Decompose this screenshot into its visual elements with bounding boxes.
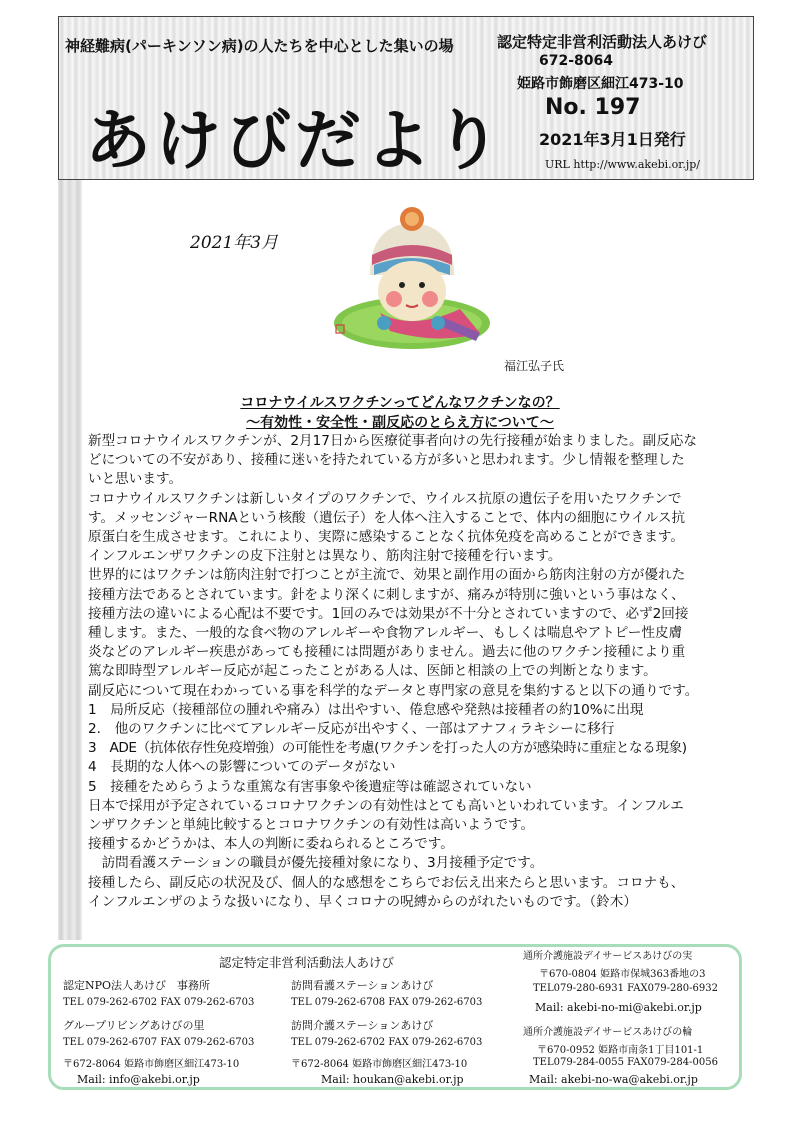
station-mail[interactable]: Mail: houkan@akebi.or.jp: [321, 1073, 464, 1086]
masthead-address: 姫路市飾磨区細江473-10: [517, 76, 684, 92]
day-service-mi-mail[interactable]: Mail: akebi-no-mi@akebi.or.jp: [535, 1001, 702, 1014]
side-effect-item: 4 長期的な人体への影響についてのデータがない: [88, 759, 396, 776]
article-line: 副反応について現在わかっている事を科学的なデータと専門家の意見を集約すると以下の通りです。: [88, 682, 699, 699]
article-line: 訪問看護ステーションの職員が優先接種対象になり、3月接種予定です。: [88, 855, 544, 872]
article-line: どについての不安があり、接種に迷いを持たれている方が多いと思われます。少し情報を整理した: [88, 452, 685, 469]
office-name: 認定NPO法人あけび 事務所: [63, 979, 211, 992]
side-effect-item: 5 接種をためらうような重篤な有害事象や後遺症等は確認されていない: [88, 778, 532, 795]
artist-credit: 福江弘子氏: [504, 359, 565, 373]
article-line: 種します。また、一般的な食べ物のアレルギーや食物アレルギー、もしくは喘息やアトピー性皮膚: [88, 625, 683, 642]
month-label: 2021年3月: [190, 233, 279, 253]
day-service-mi-tel: TEL079-280-6931 FAX079-280-6932: [533, 983, 718, 994]
footer-org-title: 認定特定非営利活動法人あけび: [219, 955, 395, 970]
decorative-side-bar: [58, 180, 82, 940]
article-line: 接種したら、副反応の状況及び、個人的な感想をこちらでお伝え出来たらと思います。コロナも、: [88, 874, 685, 891]
masthead-zip: 672-8064: [539, 53, 613, 69]
issue-number: No. 197: [545, 95, 641, 120]
masthead: [58, 16, 754, 180]
day-service-wa-tel: TEL079-284-0055 FAX079-284-0056: [533, 1057, 718, 1068]
issue-date: 2021年3月1日発行: [539, 130, 686, 149]
article-line: 原蛋白を生成させます。これにより、実際に感染することなく抗体免疫を高めることができます。: [88, 529, 684, 546]
newsletter-title: あけびだより: [85, 102, 505, 179]
group-living-address: 〒672-8064 姫路市飾磨区細江473-10: [63, 1059, 240, 1070]
care-station-tel: TEL 079-262-6702 FAX 079-262-6703: [291, 1037, 483, 1048]
article-line: 世界的にはワクチンは筋肉注射で打つことが主流で、効果と副作用の面から筋肉注射の方が優れた: [88, 567, 686, 584]
day-service-mi-address: 〒670-0804 姫路市保城363番地の3: [539, 969, 706, 980]
group-living-name: グループリビングあけびの里: [63, 1019, 205, 1032]
day-service-wa-mail[interactable]: Mail: akebi-no-wa@akebi.or.jp: [529, 1073, 698, 1086]
article-line: インフルエンザワクチンの皮下注射とは異なり、筋肉注射で接種を行います。: [88, 548, 562, 565]
office-mail[interactable]: Mail: info@akebi.or.jp: [77, 1073, 200, 1086]
masthead-subtitle: 神経難病(パーキンソン病)の人たちを中心とした集いの場: [65, 37, 454, 55]
website-url[interactable]: URL http://www.akebi.or.jp/: [545, 158, 700, 171]
article-line: 接種するかどうかは、本人の判断に委ねられるところです。: [88, 836, 454, 853]
article-line: 接種方法の違いによる心配は不要です。1回のみでは効果が不十分とされていますので、必ず2回接: [88, 605, 689, 622]
side-effect-item: 3 ADE（抗体依存性免疫増強）の可能性を考慮(ワクチンを打った人の方が感染時に重症となる現象): [88, 740, 687, 757]
care-station-address: 〒672-8064 姫路市飾磨区細江473-10: [291, 1059, 468, 1070]
child-in-winter-hat-illustration: [330, 205, 495, 355]
article-line: 新型コロナウイルスワクチンが、2月17日から医療従事者向けの先行接種が始まりました。副反応な: [88, 433, 697, 449]
side-effect-item: 2. 他のワクチンに比べてアレルギー反応が出やすく、一部はアナフィラキシーに移行: [88, 721, 615, 738]
article-line: 接種方法であるとされています。針をより深くに刺しますが、痛みが特別に強いという事はなく、: [88, 586, 685, 603]
article-line: いと思います。: [88, 471, 183, 488]
day-service-mi-name: 通所介護施設デイサービスあけびの実: [523, 951, 693, 962]
day-service-wa-name: 通所介護施設デイサービスあけびの輪: [523, 1027, 693, 1038]
article-line: 日本で採用が予定されているコロナワクチンの有効性はとても高いといわれています。インフルエ: [88, 797, 684, 814]
day-service-wa-address: 〒670-0952 姫路市南条1丁目101-1: [537, 1045, 704, 1056]
article-line: インフルエンザのような扱いになり、早くコロナの呪縛からのがれたいものです。（鈴木）: [88, 893, 637, 910]
side-effect-item: 1 局所反応（接種部位の腫れや痛み）は出やすい、倦怠感や発熱は接種者の約10%に出現: [88, 701, 644, 718]
nursing-station-name: 訪問看護ステーションあけび: [291, 979, 434, 992]
contact-footer: [48, 944, 742, 1090]
article-line: 炎などのアレルギー疾患があっても接種には問題がありません。過去に他のワクチン接種により重: [88, 644, 686, 661]
masthead-org: 認定特定非営利活動法人あけび: [497, 33, 708, 51]
article-line: コロナウイルスワクチンは新しいタイプのワクチンで、ウイルス抗原の遺伝子を用いたワクチンで: [88, 490, 682, 507]
article-heading: コロナウイルスワクチンってどんなワクチンなの？: [240, 395, 560, 411]
office-tel: TEL 079-262-6702 FAX 079-262-6703: [63, 997, 255, 1008]
nursing-station-tel: TEL 079-262-6708 FAX 079-262-6703: [291, 997, 483, 1008]
article-line: ンザワクチンと単純比較するとコロナワクチンの有効性は高いようです。: [88, 817, 535, 834]
care-station-name: 訪問介護ステーションあけび: [291, 1019, 434, 1032]
article-subheading: ～有効性・安全性・副反応のとらえ方について～: [246, 415, 554, 431]
group-living-tel: TEL 079-262-6707 FAX 079-262-6703: [63, 1037, 255, 1048]
article-line: 篤な即時型アレルギー反応が起こったことがある人は、医師と相談の上での判断となります。: [88, 663, 657, 680]
article-body: [88, 432, 758, 912]
article-line: す。メッセンジャーRNAという核酸（遺伝子）を人体へ注入することで、体内の細胞にウイルス抗: [88, 509, 686, 526]
